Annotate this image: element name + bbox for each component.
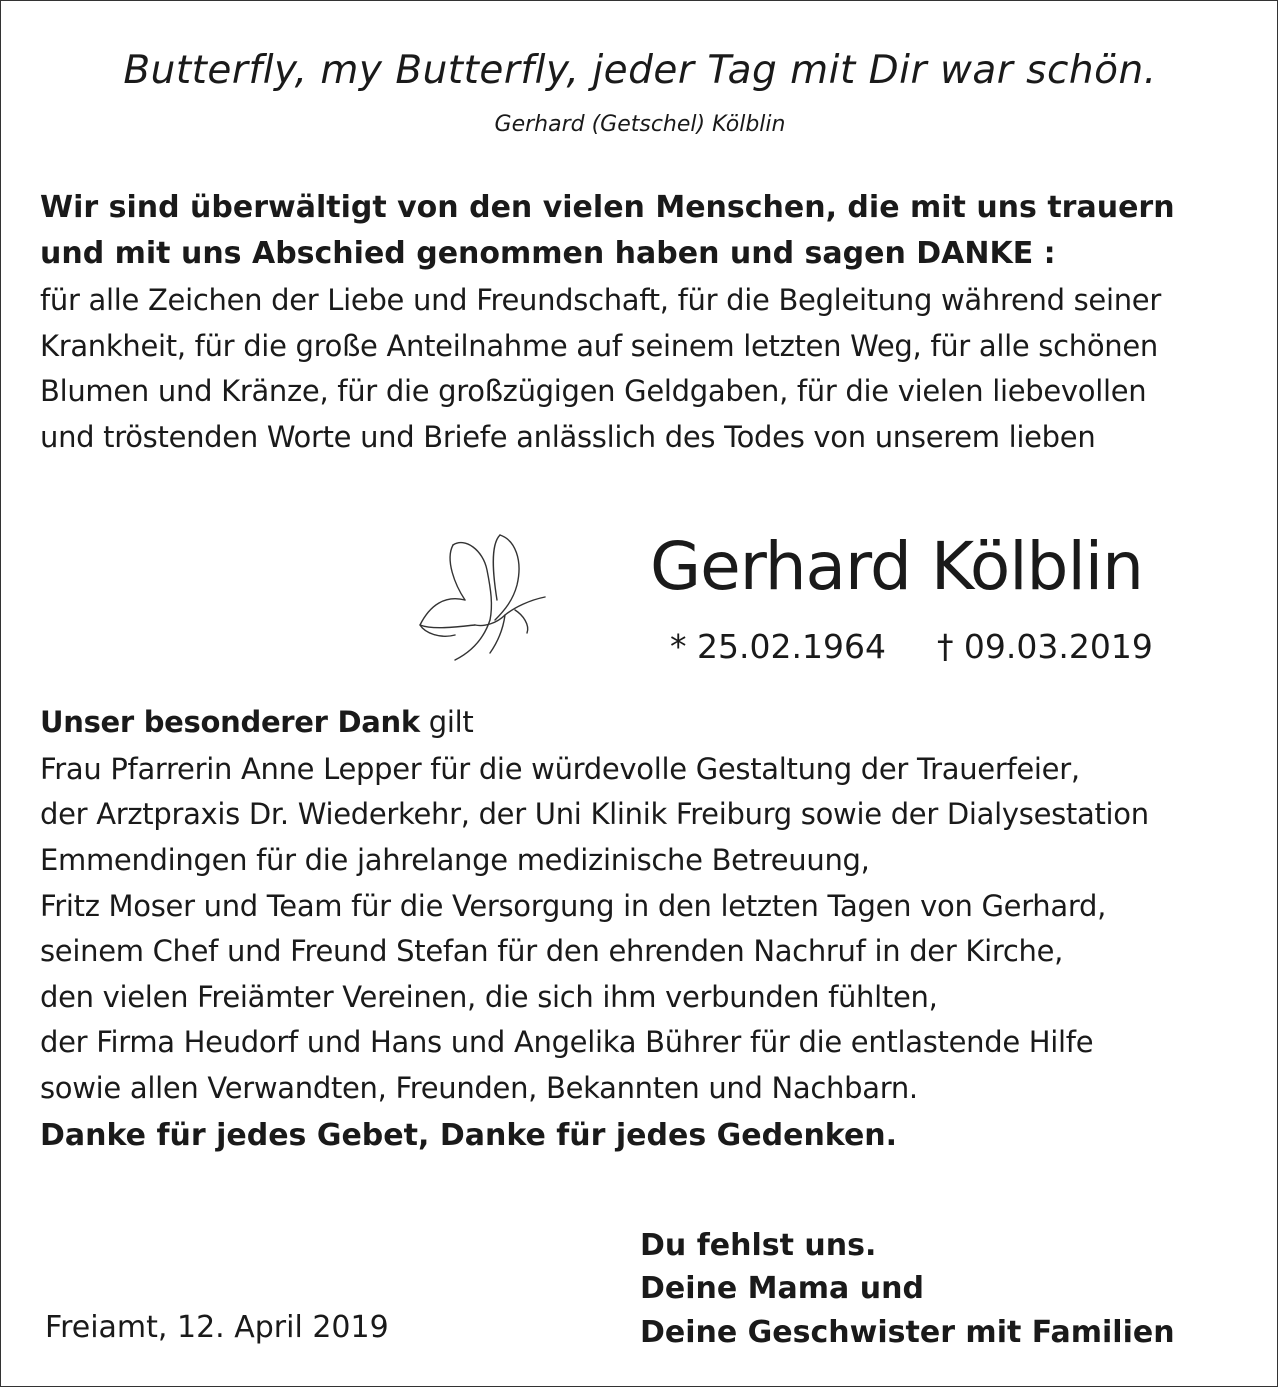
special-thanks-line: Emmendingen für die jahrelange medizinische Betreuung, (40, 843, 870, 877)
birth-date: * 25.02.1964 (670, 627, 886, 666)
thanks-body-line: Krankheit, für die große Anteilnahme auf seinem letzten Weg, für alle schönen (40, 329, 1158, 363)
thanks-lead-line: und mit uns Abschied genommen haben und sagen DANKE : (40, 236, 1056, 271)
motto-author: Gerhard (Getschel) Kölblin (494, 112, 786, 137)
butterfly-icon (405, 515, 565, 675)
special-thanks-heading-bold: Unser besonderer Dank (40, 705, 420, 739)
special-thanks-line: seinem Chef und Freund Stefan für den ehrenden Nachruf in der Kirche, (40, 934, 1064, 968)
life-dates (670, 627, 1153, 666)
death-date: † 09.03.2019 (936, 627, 1153, 666)
special-thanks-closing: Danke für jedes Gebet, Danke für jedes Gedenken. (40, 1118, 898, 1153)
special-thanks-line: der Firma Heudorf und Hans und Angelika Bührer für die entlastende Hilfe (40, 1025, 1094, 1059)
special-thanks-heading (40, 705, 473, 739)
motto: Butterfly, my Butterfly, jeder Tag mit Dir war schön. (123, 48, 1157, 93)
special-thanks-line: sowie allen Verwandten, Freunden, Bekannten und Nachbarn. (40, 1071, 918, 1105)
special-thanks-line: Frau Pfarrerin Anne Lepper für die würdevolle Gestaltung der Trauerfeier, (40, 752, 1080, 786)
thanks-body-line: für alle Zeichen der Liebe und Freundschaft, für die Begleitung während seiner (40, 283, 1161, 317)
deceased-name: Gerhard Kölblin (650, 528, 1143, 605)
place-date: Freiamt, 12. April 2019 (45, 1310, 389, 1345)
signature-line: Deine Geschwister mit Familien (640, 1315, 1175, 1350)
special-thanks-line: den vielen Freiämter Vereinen, die sich ihm verbunden fühlten, (40, 980, 938, 1014)
thanks-body-line: und tröstenden Worte und Briefe anlässlich des Todes von unserem lieben (40, 420, 1096, 454)
special-thanks-line: Fritz Moser und Team für die Versorgung in den letzten Tagen von Gerhard, (40, 889, 1106, 923)
thanks-lead-line: Wir sind überwältigt von den vielen Menschen, die mit uns trauern (40, 190, 1175, 225)
thanks-body-line: Blumen und Kränze, für die großzügigen Geldgaben, für die vielen liebevollen (40, 374, 1147, 408)
signature-line: Deine Mama und (640, 1271, 924, 1306)
special-thanks-heading-rest: gilt (419, 705, 474, 739)
special-thanks-line: der Arztpraxis Dr. Wiederkehr, der Uni Klinik Freiburg sowie der Dialysestation (40, 797, 1149, 831)
signature-line: Du fehlst uns. (640, 1228, 877, 1263)
